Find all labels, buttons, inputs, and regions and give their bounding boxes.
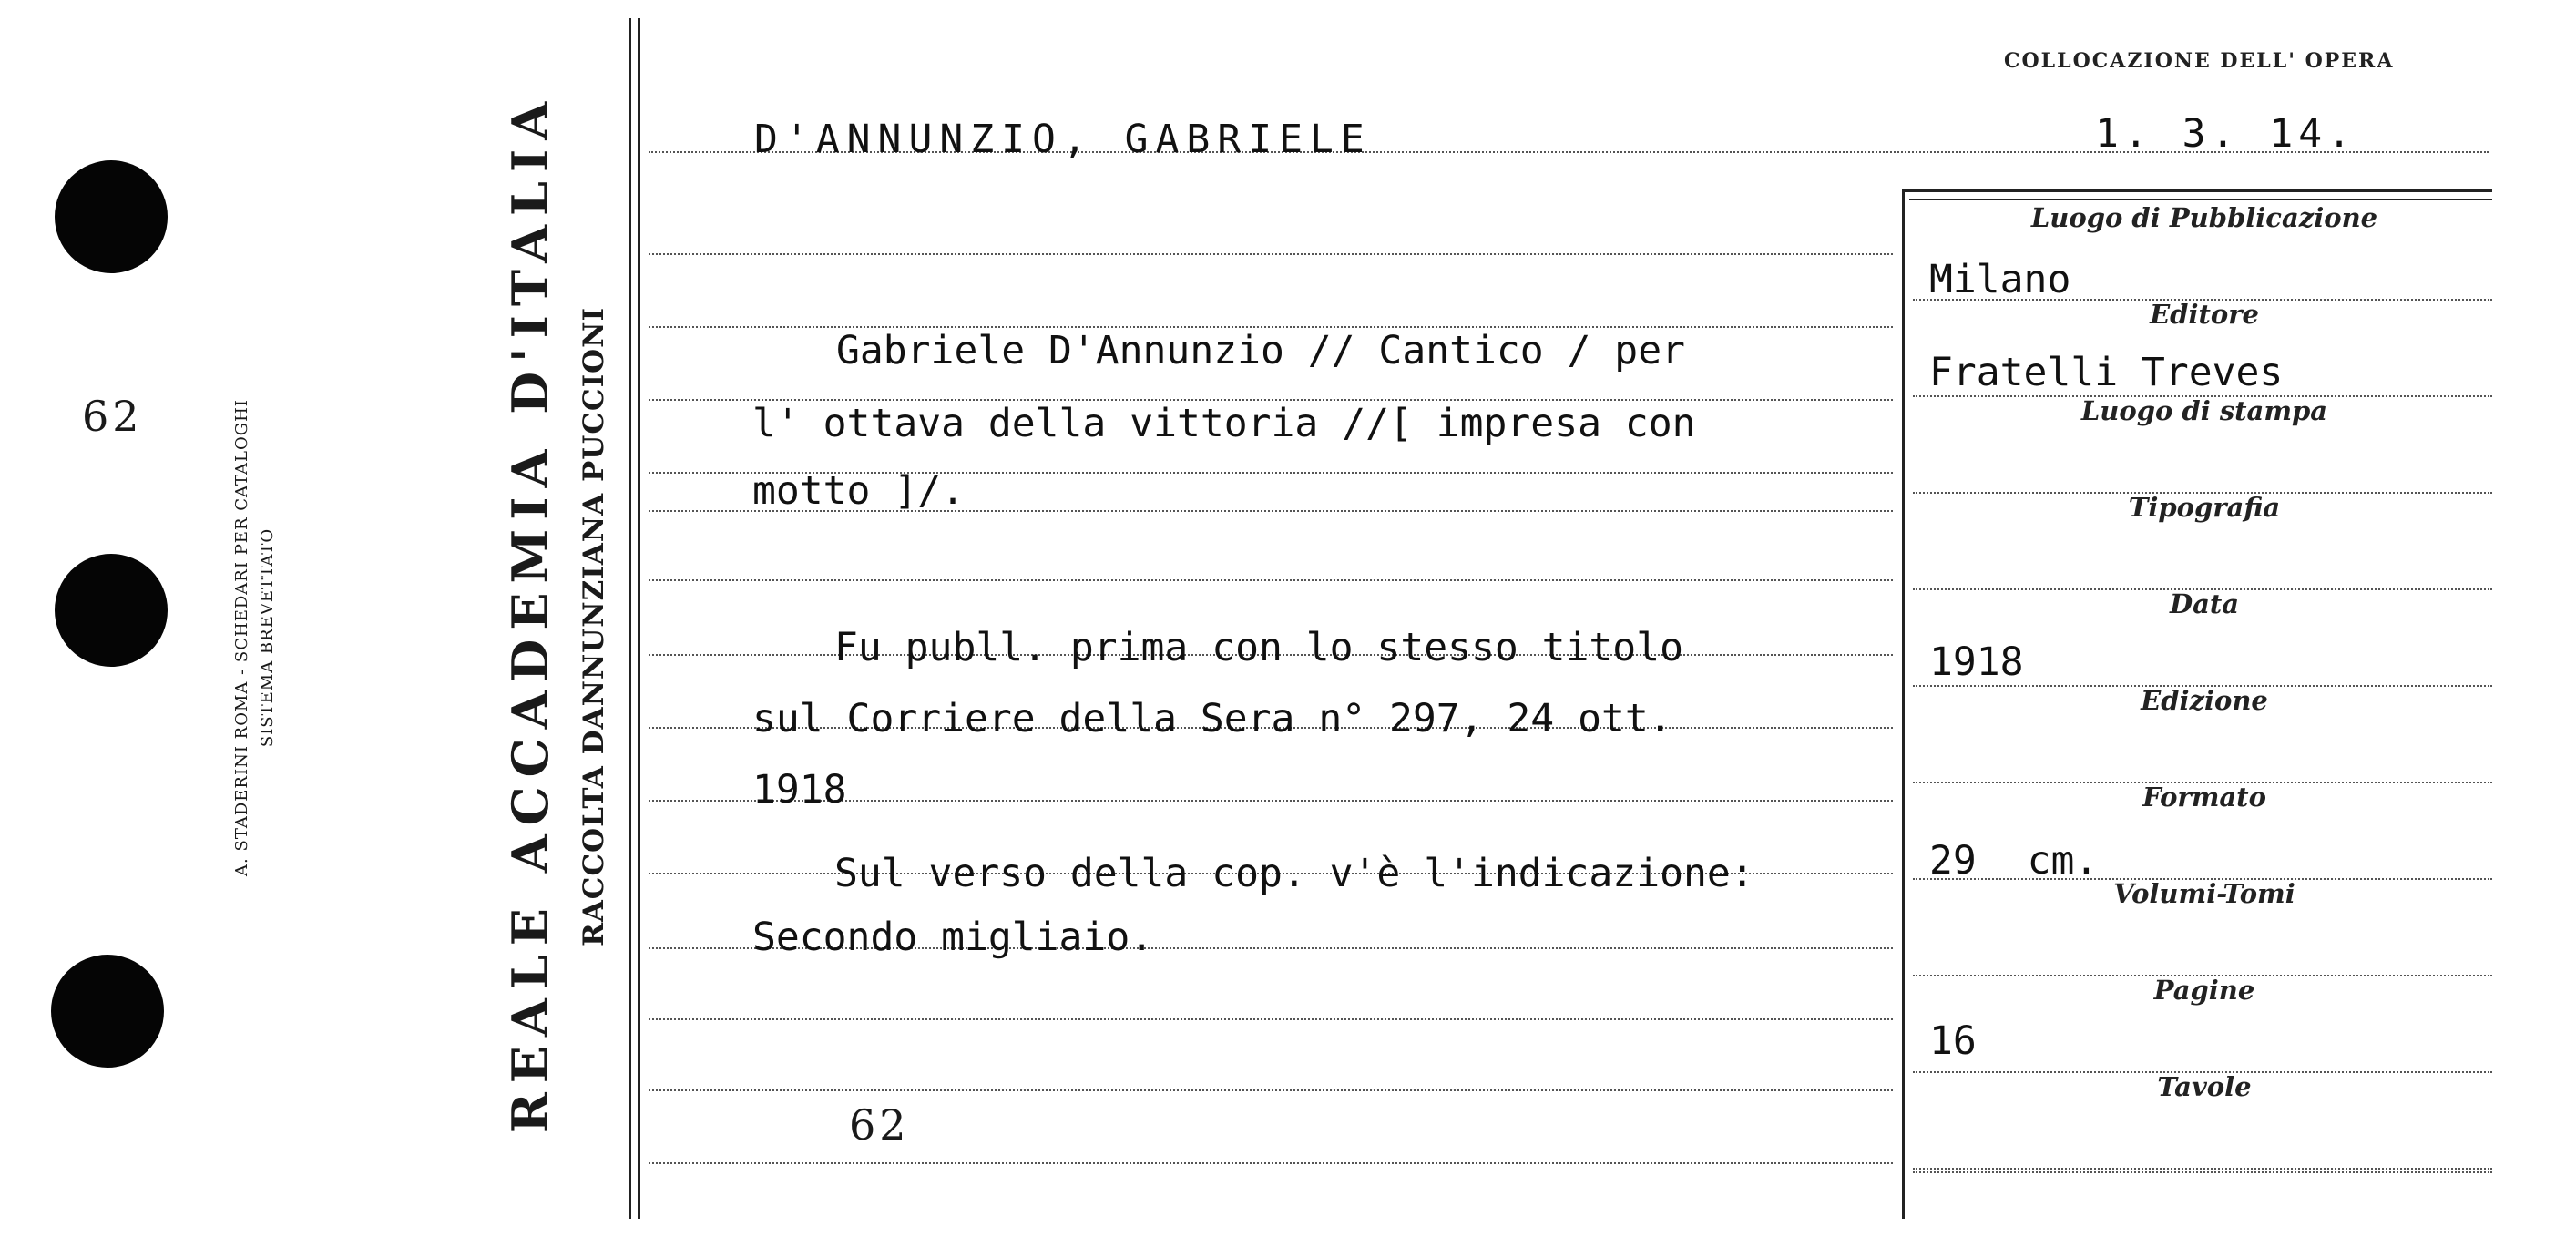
main-ruled-line <box>649 253 1893 255</box>
institution-subtitle: RACCOLTA DANNUNZIANA PUCCIONI <box>578 306 610 947</box>
margin-catalog-number: 62 <box>82 392 143 441</box>
printer-imprint <box>230 399 281 876</box>
left-double-rule-outer <box>629 18 631 1219</box>
institution-title: REALE ACCADEMIA D'ITALIA <box>501 92 559 1134</box>
description-line-7: Sul verso della cop. v'è l'indicazione: <box>834 851 1754 896</box>
field-label-data: Data <box>2169 588 2240 619</box>
description-line-8: Secondo migliaio. <box>752 915 1154 960</box>
description-line-5: sul Corriere della Sera n° 297, 24 ott. <box>752 696 1672 741</box>
right-panel-top-rule-2 <box>1909 199 2492 200</box>
right-panel-top-rule <box>1902 189 2492 192</box>
side-ruled-line <box>1913 1171 2492 1173</box>
field-value-pagine: 16 <box>1929 1018 1977 1064</box>
printer-imprint-line2: SISTEMA BREVETTATO <box>258 527 277 748</box>
field-value-luogo-pubblicazione: Milano <box>1929 257 2071 302</box>
description-line-2: l' ottava della vittoria //[ impresa con <box>752 401 1696 446</box>
field-value-formato: 29 cm. <box>1929 838 2099 884</box>
field-label-formato: Formato <box>2142 782 2266 813</box>
field-label-volumi-tomi: Volumi-Tomi <box>2113 878 2295 909</box>
description-line-6: 1918 <box>752 767 847 813</box>
field-label-pagine: Pagine <box>2153 975 2255 1006</box>
field-value-editore: Fratelli Treves <box>1929 350 2284 395</box>
field-label-editore: Editore <box>2150 299 2259 330</box>
main-ruled-line <box>649 1162 1893 1164</box>
punch-hole-top <box>55 160 168 273</box>
main-ruled-line <box>649 1018 1893 1020</box>
description-line-3: motto ]/. <box>752 468 965 514</box>
description-line-4: Fu publl. prima con lo stesso titolo <box>834 625 1683 670</box>
collocation-value: 1. 3. 14. <box>2095 111 2356 157</box>
right-panel-rule <box>1902 189 1905 1219</box>
printer-imprint-line1: A. STADERINI ROMA - SCHEDARI PER CATALOGHI <box>232 399 251 876</box>
field-label-edizione: Edizione <box>2141 685 2268 716</box>
main-ruled-line <box>649 579 1893 581</box>
field-label-luogo-stampa: Luogo di stampa <box>2080 395 2328 426</box>
collocation-label: COLLOCAZIONE DELL' OPERA <box>2004 49 2395 73</box>
main-ruled-line <box>649 1089 1893 1091</box>
card-bottom-number: 62 <box>849 1100 910 1150</box>
field-label-tipografia: Tipografia <box>2128 492 2281 523</box>
author-heading: D'ANNUNZIO, GABRIELE <box>754 117 1372 162</box>
field-label-luogo-pubblicazione: Luogo di Pubblicazione <box>2030 202 2378 233</box>
field-value-data: 1918 <box>1929 639 2024 685</box>
description-line-1: Gabriele D'Annunzio // Cantico / per <box>836 328 1685 373</box>
left-double-rule-inner <box>638 18 640 1219</box>
field-label-tavole: Tavole <box>2157 1071 2252 1102</box>
punch-hole-middle <box>55 554 168 667</box>
punch-hole-bottom <box>51 955 164 1068</box>
side-ruled-line <box>1913 1168 2492 1170</box>
